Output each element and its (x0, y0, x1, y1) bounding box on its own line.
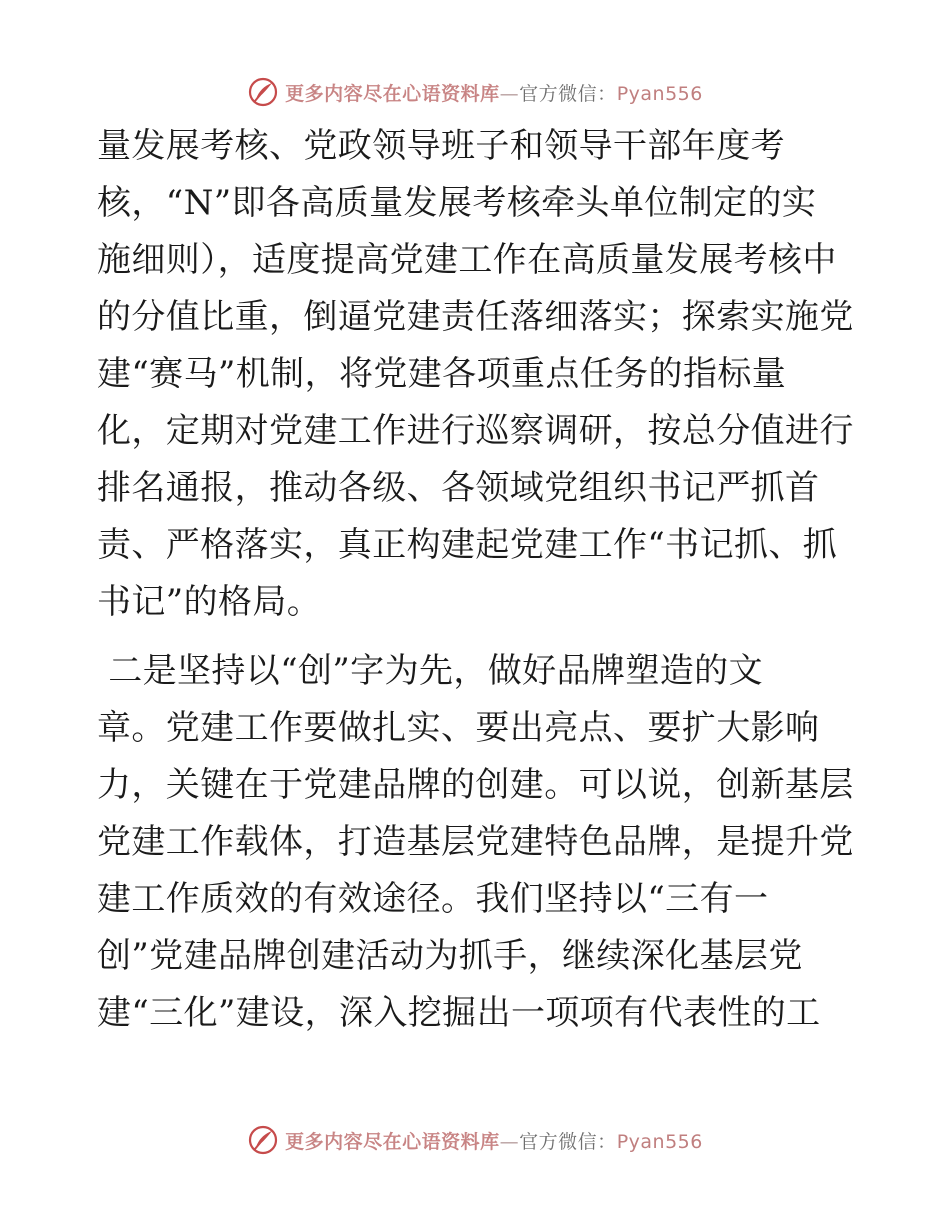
text-line: 建工作质效的有效途径。我们坚持以“三有一 (97, 879, 769, 919)
banner-site-name: 更多内容尽在心语资料库 (285, 82, 500, 105)
paragraph-2 (97, 643, 857, 1042)
text-line: 责、严格落实，真正构建起党建工作“书记抓、抓 (97, 525, 838, 565)
quill-logo-icon (247, 1124, 279, 1156)
banner-wechat-label: 官方微信： (519, 82, 617, 105)
banner-wechat-label: 官方微信： (519, 1130, 617, 1153)
document-body (97, 118, 857, 1042)
banner-dash: — (499, 82, 520, 105)
text-line: 二是坚持以“创”字为先，做好品牌塑造的文 (97, 651, 763, 691)
footer-banner-inner (247, 1124, 703, 1156)
text-line: 的分值比重，倒逼党建责任落细落实；探索实施党 (97, 297, 854, 337)
text-line: 创”党建品牌创建活动为抓手，继续深化基层党 (97, 936, 803, 976)
quill-logo-icon (247, 76, 279, 108)
text-line: 党建工作载体，打造基层党建特色品牌，是提升党 (97, 822, 854, 862)
text-line: 书记”的格局。 (97, 582, 322, 622)
header-banner (0, 72, 950, 112)
text-line: 化，定期对党建工作进行巡察调研，按总分值进行 (97, 411, 854, 451)
paragraph-gap (97, 631, 857, 643)
text-line: 章。党建工作要做扎实、要出亮点、要扩大影响 (97, 708, 820, 748)
banner-dash: — (499, 1130, 520, 1153)
text-line: 建“赛马”机制，将党建各项重点任务的指标量 (97, 354, 787, 394)
text-line: 建“三化”建设，深入挖掘出一项项有代表性的工 (97, 993, 821, 1033)
banner-text (285, 1127, 703, 1154)
footer-banner (0, 1120, 950, 1160)
paragraph-1 (97, 118, 857, 631)
text-line: 力，关键在于党建品牌的创建。可以说，创新基层 (97, 765, 854, 805)
text-line: 排名通报，推动各级、各领域党组织书记严抓首 (97, 468, 820, 508)
text-line: 核，“N”即各高质量发展考核牵头单位制定的实 (97, 183, 817, 223)
header-banner-inner (247, 76, 703, 108)
text-line: 施细则），适度提高党建工作在高质量发展考核中 (97, 240, 837, 280)
banner-site-name: 更多内容尽在心语资料库 (285, 1130, 500, 1153)
banner-wechat-handle: Pyan556 (616, 1130, 703, 1153)
text-line: 量发展考核、党政领导班子和领导干部年度考 (97, 126, 785, 166)
banner-text (285, 79, 703, 106)
banner-wechat-handle: Pyan556 (616, 82, 703, 105)
